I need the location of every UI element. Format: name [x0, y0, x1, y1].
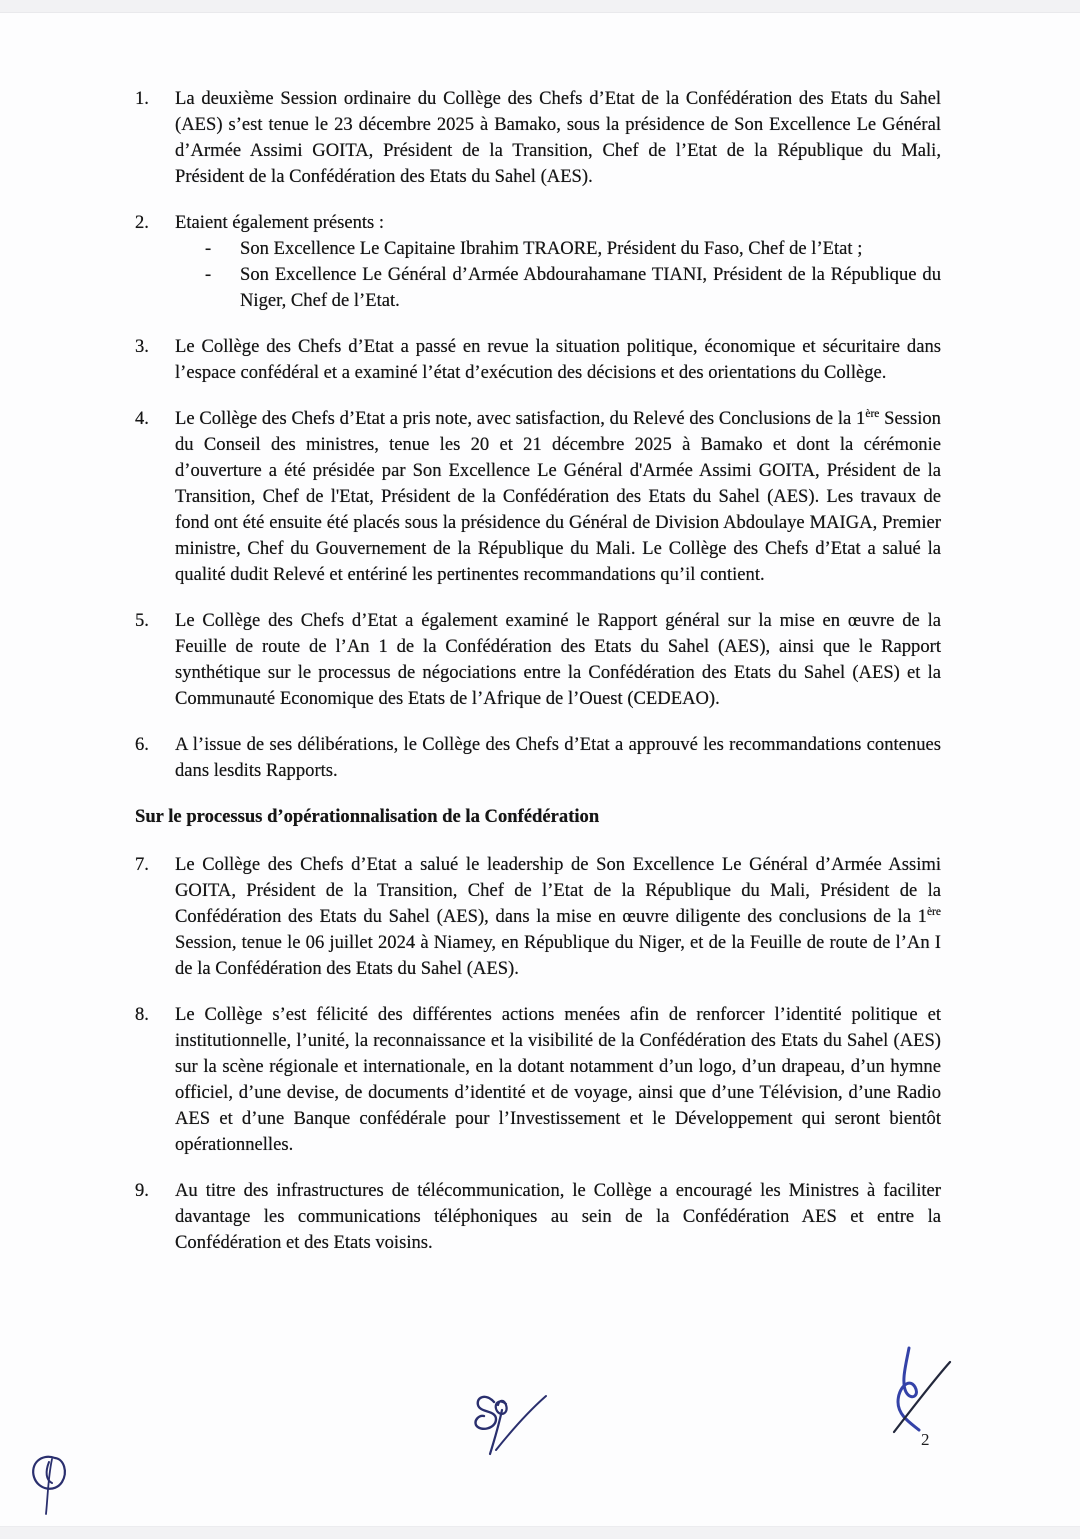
paragraph-text	[175, 1178, 941, 1256]
paragraph-text	[175, 210, 941, 314]
paragraph-number: 8.	[135, 1004, 149, 1025]
document-paragraphs	[135, 86, 941, 1276]
paragraph-text	[175, 608, 941, 712]
paragraph-number: 7.	[135, 854, 149, 875]
list-item	[175, 236, 941, 262]
paragraph-number: 9.	[135, 1180, 149, 1201]
handwritten-paraph-bottom-left-icon	[27, 1452, 73, 1518]
text-run: Etaient également présents :	[175, 212, 385, 233]
paragraph-text	[175, 406, 941, 588]
paragraph	[135, 406, 941, 588]
paragraph	[135, 334, 941, 386]
paragraph-number: 6.	[135, 734, 149, 755]
paragraph-number: 3.	[135, 336, 149, 357]
handwritten-initials-center-icon	[468, 1388, 552, 1458]
paragraph-text	[175, 1002, 941, 1158]
text-run: Le Collège s’est félicité des différentes actions menées afin de renforcer l’identité politique et institutionnelle, l’unité, la reconnaissance et la visibilité de la Confédération des Etats du Sahel (AES) sur la scène régionale et internationale, en la dotant notamment d’un logo, d’un drapeau, d’un hymne officiel, d’une devise, de documents d’identité et de voyage, ainsi que d’une Télévision, d’une Radio AES et d’une Banque confédérale pour l’Investissement et le Développement qui seront bientôt opérationnelles.	[175, 1004, 941, 1155]
text-run: A l’issue de ses délibérations, le Collège des Chefs d’Etat a approuvé les recommandations contenues dans lesdits Rapports.	[175, 734, 941, 781]
paragraph	[135, 1002, 941, 1158]
text-run: Le Collège des Chefs d’Etat a pris note, avec satisfaction, du Relevé des Conclusions de la 1	[175, 408, 866, 429]
text-run: Au titre des infrastructures de télécommunication, le Collège a encouragé les Ministres à faciliter davantage les communications téléphoniques au sein de la Confédération AES et entre la Confédération et des Etats voisins.	[175, 1180, 941, 1253]
list-item	[175, 262, 941, 314]
text-run: Son Excellence Le Capitaine Ibrahim TRAORE, Président du Faso, Chef de l’Etat ;	[240, 238, 863, 259]
text-run: Son Excellence Le Général d’Armée Abdourahamane TIANI, Président de la République du Niger, Chef de l’Etat.	[240, 264, 941, 311]
section-heading	[135, 804, 941, 830]
text-run: Le Collège des Chefs d’Etat a salué le leadership de Son Excellence Le Général d’Armée Assimi GOITA, Président de la Transition, Chef de l’Etat de la République du Mali, Président de la Confédération des Etats du Sahel (AES), dans la mise en œuvre diligente des conclusions de la 1	[175, 854, 941, 927]
paragraph-number: 1.	[135, 88, 149, 109]
paragraph-number: 4.	[135, 408, 149, 429]
text-run: Session, tenue le 06 juillet 2024 à Niamey, en République du Niger, et de la Feuille de route de l’An I de la Confédération des Etats du Sahel (AES).	[175, 932, 941, 979]
list-item-text	[240, 236, 941, 262]
handwritten-pen-stroke-right-icon	[886, 1344, 956, 1438]
page-bottom-edge	[0, 1526, 1080, 1539]
list-item-text	[240, 262, 941, 314]
page-top-edge	[0, 0, 1080, 13]
text-run: Le Collège des Chefs d’Etat a également examiné le Rapport général sur la mise en œuvre de la Feuille de route de l’An 1 de la Confédération des Etats du Sahel (AES), ainsi que le Rapport synthétique sur le processus de négociations entre la Confédération des Etats du Sahel (AES) et la Communauté Economique des Etats de l’Afrique de l’Ouest (CEDEAO).	[175, 610, 941, 709]
paragraph-text	[175, 852, 941, 982]
page-number: 2	[921, 1430, 930, 1449]
text-run: Sur le processus d’opérationnalisation de la Confédération	[135, 806, 600, 827]
paragraph	[135, 852, 941, 982]
superscript-text: ère	[865, 407, 880, 420]
paragraph	[135, 732, 941, 784]
text-run: La deuxième Session ordinaire du Collège des Chefs d’Etat de la Confédération des Etats du Sahel (AES) s’est tenue le 23 décembre 2025 à Bamako, sous la présidence de Son Excellence Le Général d’Armée Assimi GOITA, Président de la Transition, Chef de l’Etat de la République du Mali, Président de la Confédération des Etats du Sahel (AES).	[175, 88, 941, 187]
paragraph-number: 5.	[135, 610, 149, 631]
dash-bullet: -	[205, 238, 212, 259]
superscript-text: ère	[926, 905, 941, 918]
text-run: Le Collège des Chefs d’Etat a passé en revue la situation politique, économique et sécuritaire dans l’espace confédéral et a examiné l’état d’exécution des décisions et des orientations du Collège.	[175, 336, 941, 383]
paragraph	[135, 210, 941, 314]
paragraph-number: 2.	[135, 212, 149, 233]
paragraph	[135, 86, 941, 190]
paragraph-text	[175, 732, 941, 784]
paragraph-text	[175, 334, 941, 386]
paragraph	[135, 608, 941, 712]
dash-bullet: -	[205, 264, 212, 285]
paragraph	[135, 1178, 941, 1256]
paragraph-text	[175, 86, 941, 190]
text-run: Session du Conseil des ministres, tenue les 20 et 21 décembre 2025 à Bamako et dont la cérémonie d’ouverture a été présidée par Son Excellence Le Général d'Armée Assimi GOITA, Président de la Transition, Chef de l'Etat, Président de la Confédération des Etats du Sahel (AES). Les travaux de fond ont été ensuite été placés sous la présidence du Général de Division Abdoulaye MAIGA, Premier ministre, Chef du Gouvernement de la République du Mali. Le Collège des Chefs d’Etat a salué la qualité dudit Relevé et entériné les pertinentes recommandations qu’il contient.	[175, 408, 941, 585]
